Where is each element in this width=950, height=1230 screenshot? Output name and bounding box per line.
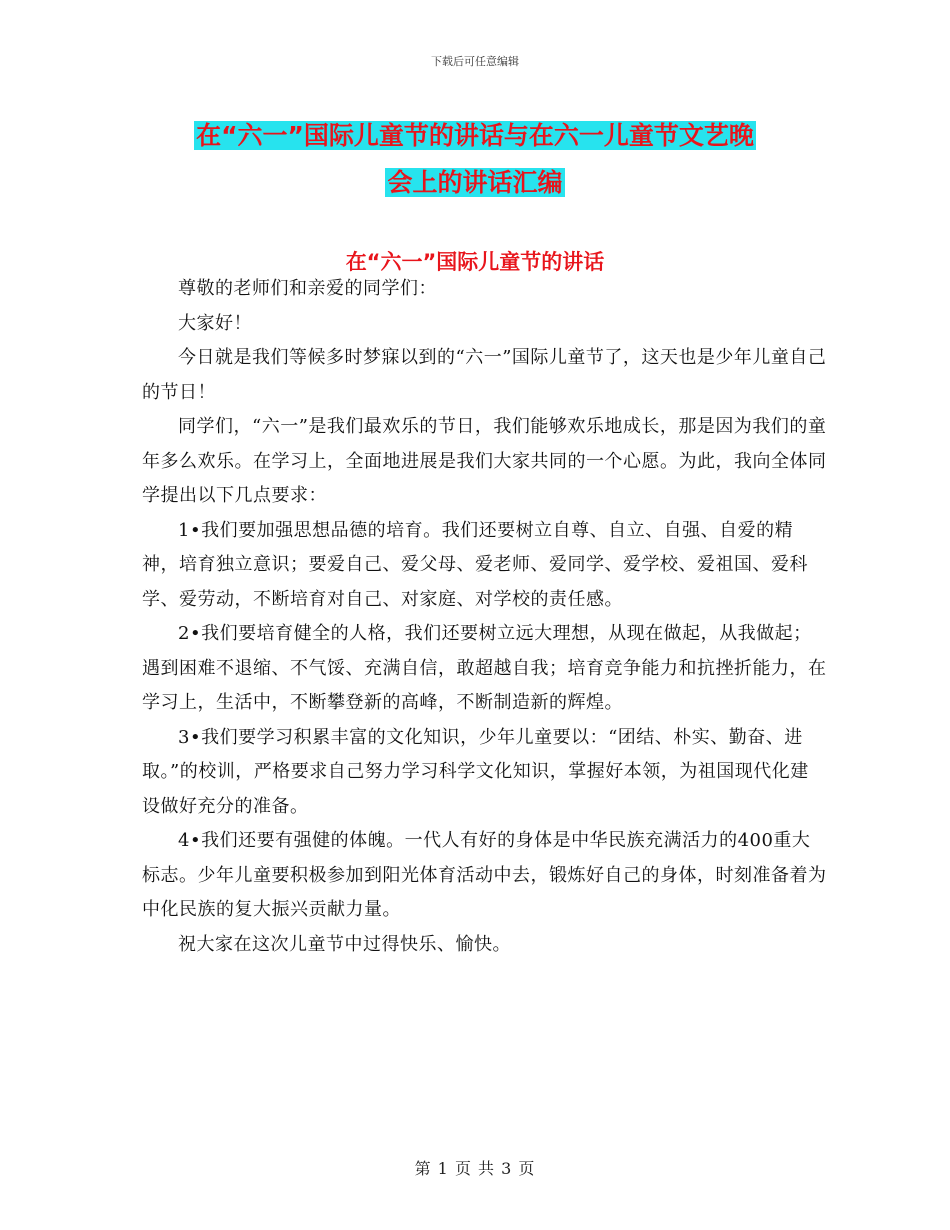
speech-body	[142, 272, 827, 962]
paragraph-point-3: 3•我们要学习积累丰富的文化知识，少年儿童要以：“团结、朴实、勤奋、进取。”的校训，严格要求自己努力学习科学文化知识，掌握好本领，为祖国现代化建设做好充分的准备。	[142, 726, 809, 817]
paragraph-point-2: 2•我们要培育健全的人格，我们还要树立远大理想，从现在做起，从我做起；遇到困难不退缩、不气馁、充满自信，敢超越自我；培育竞争能力和抗挫折能力，在学习上，生活中，不断攀登新的高峰，不断制造新的辉煌。	[142, 623, 827, 713]
paragraph-salutation: 尊敬的老师们和亲爱的同学们：	[178, 278, 437, 299]
paragraph: 同学们，“六一”是我们最欢乐的节日，我们能够欢乐地成长，那是因为我们的童年多么欢乐。在学习上，全面地进展是我们大家共同的一个心愿。为此，我向全体同学提出以下几点要求：	[142, 416, 827, 506]
paragraph: 今日就是我们等候多时梦寐以到的“六一”国际儿童节了，这天也是少年儿童自己的节日！	[142, 347, 827, 403]
paragraph-point-1: 1•我们要加强思想品德的培育。我们还要树立自尊、自立、自强、自爱的精神，培育独立意识；要爱自己、爱父母、爱老师、爱同学、爱学校、爱祖国、爱科学、爱劳动，不断培育对自己、对家庭、对学校的责任感。	[142, 519, 808, 610]
main-title	[0, 112, 950, 206]
paragraph-closing: 祝大家在这次儿童节中过得快乐、愉快。	[178, 933, 511, 955]
main-title-line-1: 在“六一”国际儿童节的讲话与在六一儿童节文艺晚	[196, 121, 754, 150]
header-note: 下载后可任意编辑	[431, 55, 519, 68]
paragraph-greeting: 大家好！	[178, 312, 252, 334]
section-title: 在“六一”国际儿童节的讲话	[345, 250, 605, 274]
page-footer: 第 1 页 共 3 页	[414, 1159, 536, 1178]
paragraph-point-4: 4•我们还要有强健的体魄。一代人有好的身体是中华民族充满活力的400重大标志。少年儿童要积极参加到阳光体育活动中去，锻炼好自己的身体，时刻准备着为中化民族的复大振兴贡献力量。	[142, 830, 827, 920]
main-title-line-2: 会上的讲话汇编	[387, 168, 563, 197]
